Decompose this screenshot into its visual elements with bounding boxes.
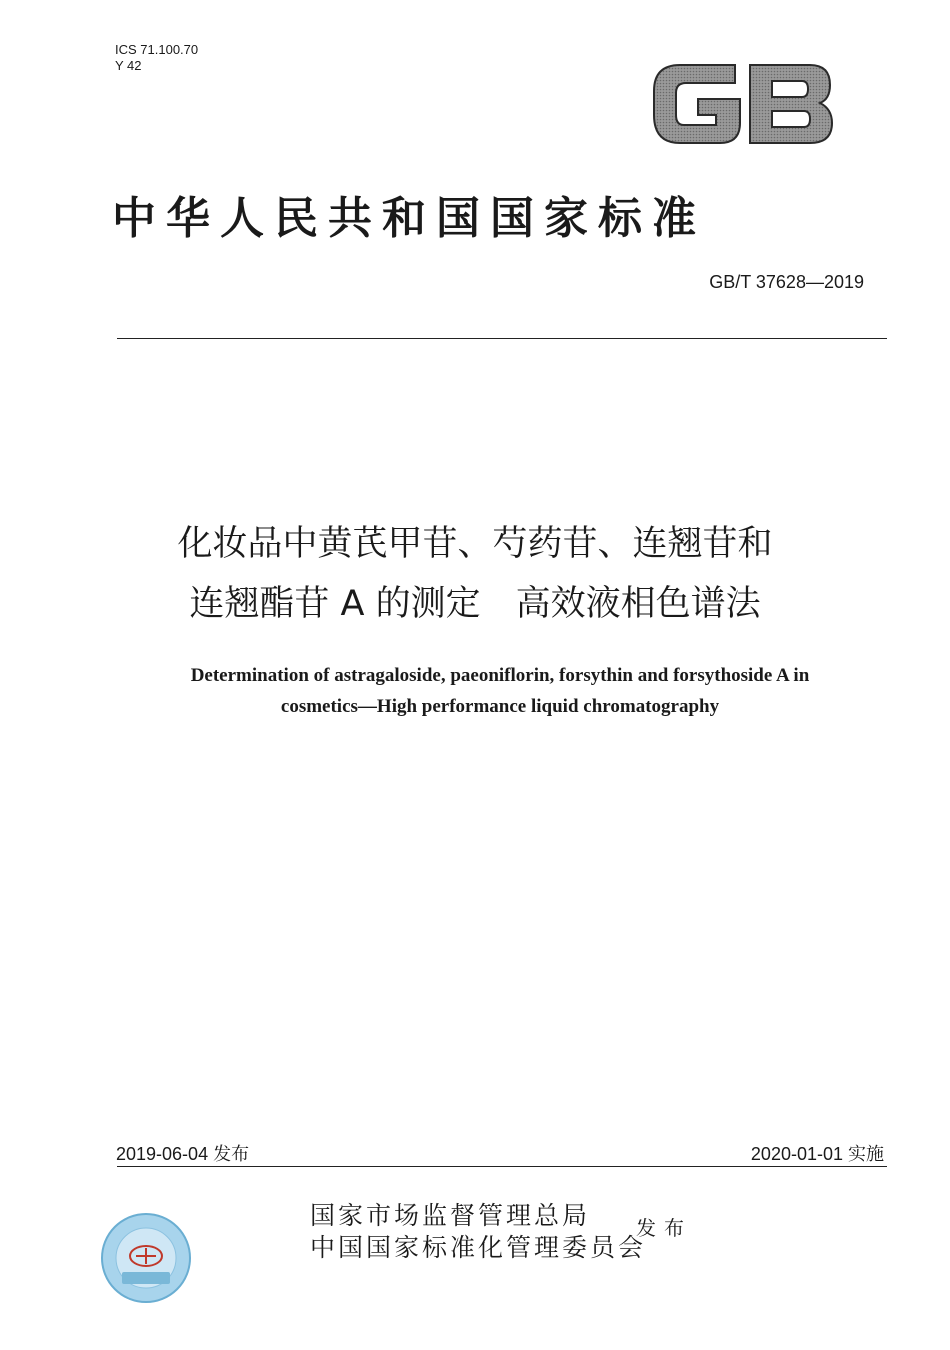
logo-letter-g	[654, 65, 740, 143]
gb-logo	[650, 55, 835, 150]
publisher-samr: 国家市场监督管理总局	[310, 1201, 591, 1230]
publisher-sac: 中国国家标准化管理委员会	[310, 1233, 647, 1262]
anti-counterfeit-seal	[100, 1212, 192, 1304]
english-title-line-1: Determination of astragaloside, paeoniflorin, forsythin and forsythoside A in	[190, 665, 810, 686]
chinese-title-line-2: 连翘酯苷 A 的测定 高效液相色谱法	[189, 584, 761, 624]
publish-label: 发布	[636, 1216, 692, 1240]
standard-number: GB/T 37628—2019	[709, 272, 864, 292]
logo-letter-b	[750, 65, 832, 143]
top-divider	[117, 338, 887, 339]
issue-date: 2019-06-04 发布	[116, 1144, 250, 1164]
chinese-title-line-1: 化妆品中黄芪甲苷、芍药苷、连翘苷和	[177, 524, 773, 564]
implementation-date: 2020-01-01 实施	[750, 1144, 884, 1164]
ccs-code: Y 42	[115, 58, 142, 73]
english-title-line-2: cosmetics—High performance liquid chromatography	[280, 696, 720, 717]
classification-codes	[115, 42, 198, 74]
ics-code: ICS 71.100.70	[115, 42, 199, 57]
bottom-divider	[117, 1166, 887, 1167]
national-standard-title: 中华人民共和国国家标准	[112, 193, 706, 244]
